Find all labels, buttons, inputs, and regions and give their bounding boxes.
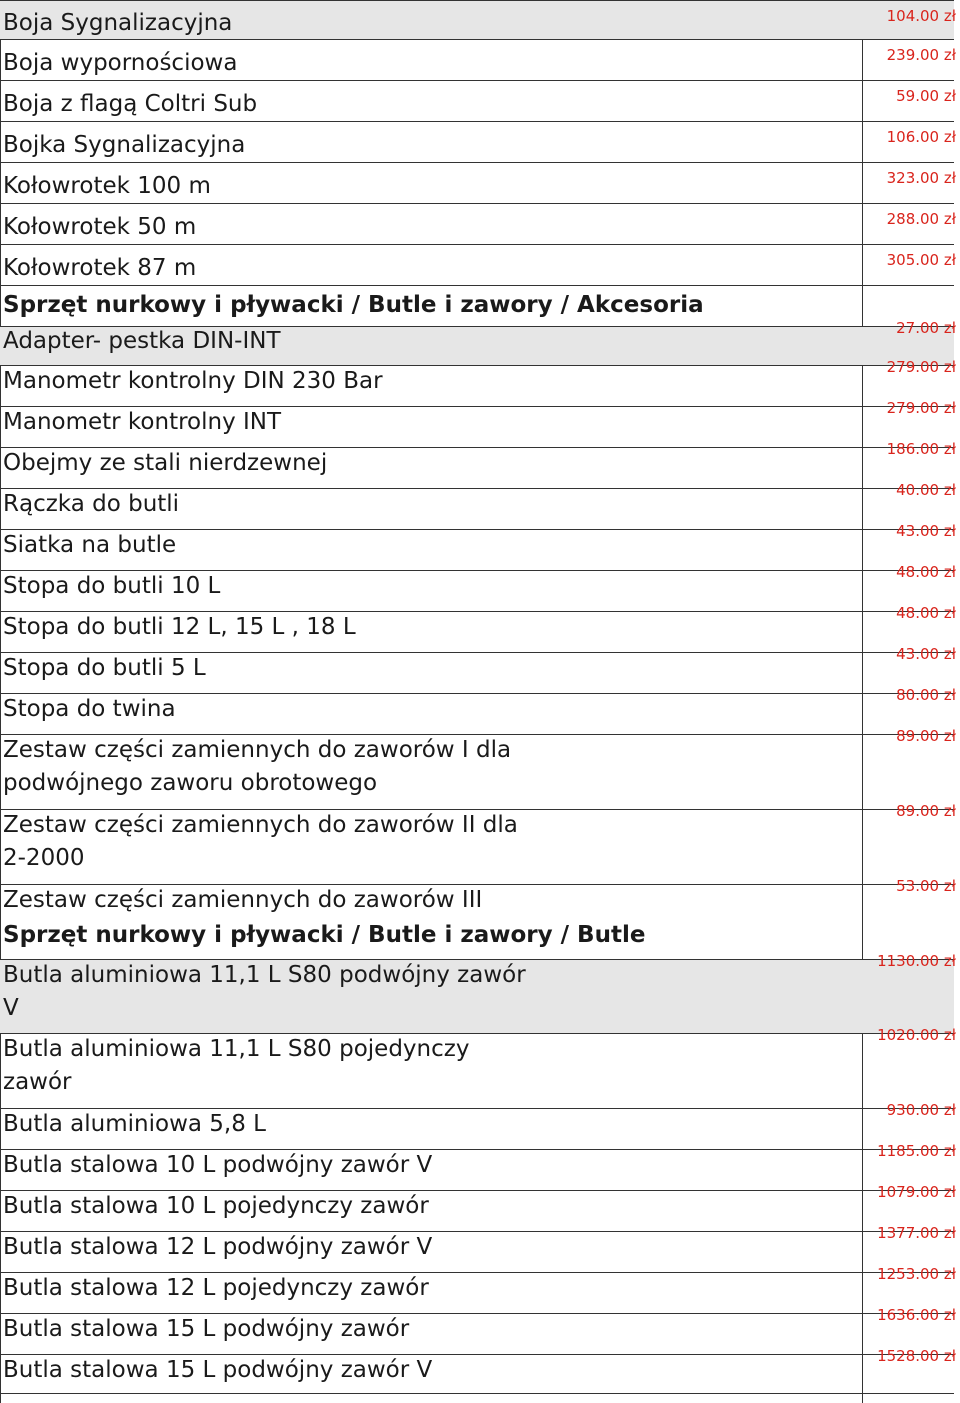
table-row	[0, 0, 954, 40]
product-name: Bojka Sygnalizacyjna	[3, 132, 246, 158]
table-row	[0, 81, 954, 122]
product-name: Stopa do butli 5 L	[3, 655, 206, 681]
product-price: 186.00 zł	[886, 440, 956, 458]
table-row	[0, 645, 956, 694]
product-name: Butla stalowa 15 L podwójny zawór V	[3, 1357, 433, 1383]
product-name: Butla stalowa 12 L pojedynczy zawór	[3, 1275, 429, 1301]
table-row	[0, 163, 954, 204]
product-name: Butla stalowa 12 L podwójny zawór V	[3, 1234, 433, 1260]
product-price: 80.00 zł	[896, 686, 956, 704]
product-price: 48.00 zł	[896, 563, 956, 581]
product-price: 1020.00 zł	[877, 1026, 956, 1044]
product-price: 40.00 zł	[896, 481, 956, 499]
product-name: Manometr kontrolny DIN 230 Bar	[3, 368, 383, 394]
product-name: Stopa do butli 12 L, 15 L , 18 L	[3, 614, 356, 640]
product-price: 1130.00 zł	[877, 952, 956, 970]
table-row	[0, 686, 956, 735]
product-name: Butla stalowa 15 L podwójny zawór	[3, 1316, 410, 1342]
table-row	[0, 727, 956, 810]
product-name: Stopa do butli 10 L	[3, 573, 221, 599]
product-price: 305.00 zł	[886, 251, 956, 269]
table-row	[0, 1101, 956, 1150]
table-row	[0, 1224, 956, 1273]
table-row	[0, 1265, 956, 1314]
product-price: 27.00 zł	[896, 319, 956, 337]
product-name-line2: V	[3, 995, 19, 1021]
table-row	[0, 481, 956, 530]
product-name: Butla stalowa 10 L podwójny zawór V	[3, 1152, 433, 1178]
product-name-line1: Zestaw części zamiennych do zaworów II dla	[3, 812, 518, 838]
product-price: 288.00 zł	[886, 210, 956, 228]
product-price: 1528.00 zł	[877, 1347, 956, 1365]
product-name: Obejmy ze stali nierdzewnej	[3, 450, 328, 476]
product-name: Siatka na butle	[3, 532, 177, 558]
table-row	[0, 245, 954, 286]
table-row	[0, 319, 956, 366]
product-name: Manometr kontrolny INT	[3, 409, 282, 435]
table-row	[0, 802, 956, 885]
table-row	[0, 604, 956, 653]
product-name-line2: 2-2000	[3, 845, 85, 871]
table-row	[0, 1183, 956, 1232]
product-name: Butla stalowa 10 L pojedynczy zawór	[3, 1193, 429, 1219]
product-price: 89.00 zł	[896, 727, 956, 745]
table-row	[0, 399, 956, 448]
product-name: Boja Sygnalizacyjna	[3, 10, 233, 36]
product-price: 43.00 zł	[896, 645, 956, 663]
table-row	[0, 40, 954, 81]
product-price: 279.00 zł	[886, 399, 956, 417]
product-name: Rączka do butli	[3, 491, 180, 517]
category-row	[0, 922, 954, 959]
table-row	[0, 563, 956, 612]
product-price: 43.00 zł	[896, 522, 956, 540]
product-price: 59.00 zł	[896, 87, 956, 105]
product-price: 106.00 zł	[886, 128, 956, 146]
product-price: 323.00 zł	[886, 169, 956, 187]
table-row	[0, 1347, 956, 1394]
product-name-line2: zawór	[3, 1069, 72, 1095]
table-row	[0, 204, 954, 245]
product-name: Kołowrotek 50 m	[3, 214, 197, 240]
product-name: Adapter- pestka DIN-INT	[3, 328, 281, 354]
table-row	[0, 1142, 956, 1191]
table-row	[0, 122, 954, 163]
product-name-line1: Butla aluminiowa 11,1 L S80 pojedynczy	[3, 1036, 470, 1062]
table-row	[0, 952, 956, 1034]
table-row	[0, 358, 956, 407]
category-row	[0, 286, 954, 326]
product-name: Zestaw części zamiennych do zaworów III	[3, 887, 483, 913]
product-price: 930.00 zł	[886, 1101, 956, 1119]
table-row	[0, 1026, 956, 1109]
product-price: 1636.00 zł	[877, 1306, 956, 1324]
product-price: 48.00 zł	[896, 604, 956, 622]
product-price: 239.00 zł	[886, 46, 956, 64]
product-name: Boja z flagą Coltri Sub	[3, 91, 258, 117]
product-name: Butla aluminiowa 5,8 L	[3, 1111, 266, 1137]
category-title: Sprzęt nurkowy i pływacki / Butle i zawory / Akcesoria	[3, 292, 704, 318]
category-title: Sprzęt nurkowy i pływacki / Butle i zawory / Butle	[3, 922, 646, 948]
product-name: Kołowrotek 100 m	[3, 173, 211, 199]
product-name-line1: Zestaw części zamiennych do zaworów I dla	[3, 737, 512, 763]
product-name-line2: podwójnego zaworu obrotowego	[3, 770, 378, 796]
product-name: Stopa do twina	[3, 696, 176, 722]
product-name: Kołowrotek 87 m	[3, 255, 197, 281]
product-price: 53.00 zł	[896, 877, 956, 895]
product-price: 1377.00 zł	[877, 1224, 956, 1242]
product-name-line1: Butla aluminiowa 11,1 L S80 podwójny zawór	[3, 962, 526, 988]
product-price: 104.00 zł	[886, 7, 956, 25]
product-price: 89.00 zł	[896, 802, 956, 820]
table-row	[0, 522, 956, 571]
table-row	[0, 1306, 956, 1355]
product-price: 1253.00 zł	[877, 1265, 956, 1283]
product-name: Boja wypornościowa	[3, 50, 238, 76]
product-price: 1079.00 zł	[877, 1183, 956, 1201]
product-price: 279.00 zł	[886, 358, 956, 376]
product-price: 1185.00 zł	[877, 1142, 956, 1160]
table-row	[0, 440, 956, 489]
